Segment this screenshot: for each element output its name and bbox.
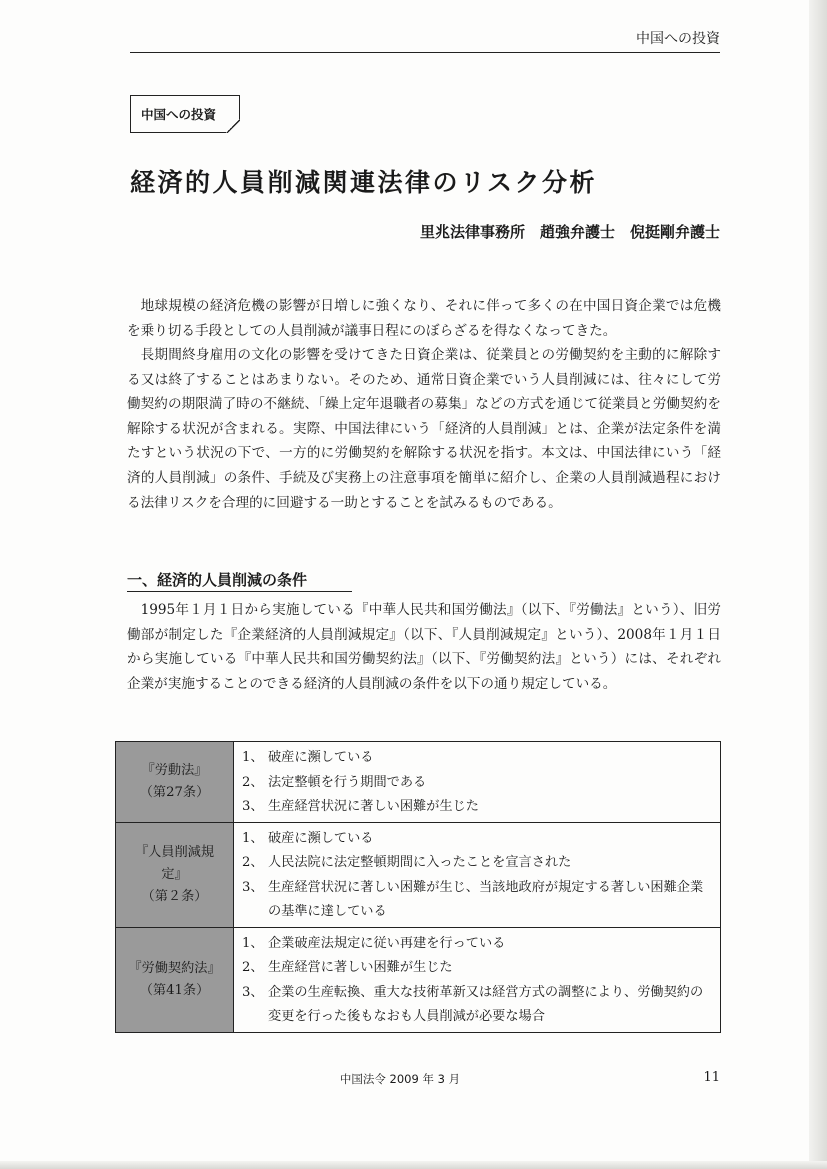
item-text: 生産経営に著しい困難が生じた xyxy=(268,960,453,975)
page-bottom-shadow xyxy=(0,1161,827,1169)
law-cell xyxy=(116,822,234,927)
conditions-cell xyxy=(234,927,721,1032)
page-number: 11 xyxy=(703,1070,720,1085)
condition-item xyxy=(242,981,720,1030)
table-row xyxy=(116,742,721,823)
conditions-cell xyxy=(234,822,721,927)
condition-item xyxy=(242,851,720,876)
condition-item xyxy=(242,795,720,820)
law-name: 『人員削減規 xyxy=(134,844,215,860)
condition-item xyxy=(242,956,720,981)
item-text: 破産に瀕している xyxy=(268,830,374,846)
category-tag xyxy=(130,95,240,133)
law-article: （第２条） xyxy=(141,888,208,904)
section-paragraph: 1995年１月１日から実施している『中華人民共和国労働法』（以下、『労働法』という）、旧労働部が制定した『企業経済的人員削減規定』（以下、『人員削減規定』という）、2008年１月１日から実施している『中華人民共和国労働契約法』（以下、『労働契約法』という）には、それぞれ企業が実施することのできる経済的人員削減の条件を以下の通り規定している。 xyxy=(127,602,721,692)
law-name: 『労動法』 xyxy=(141,762,208,778)
law-cell xyxy=(116,742,234,823)
condition-item xyxy=(242,876,720,925)
item-text: 人民法院に法定整頓期間に入ったことを宣言された xyxy=(268,855,572,870)
item-text: 企業の生産転換、重大な技術革新又は経営方式の調整により、労働契約の変更を行った後もなおも人員削減が必要な場合 xyxy=(268,984,704,1024)
item-number: 2、 xyxy=(242,855,264,870)
item-number: 2、 xyxy=(242,774,264,790)
table-row xyxy=(116,822,721,927)
condition-item xyxy=(242,771,720,796)
item-text: 生産経営状況に著しい困難が生じ、当該地政府が規定する著しい困難企業の基準に達している xyxy=(268,879,704,919)
item-number: 1、 xyxy=(242,750,264,765)
item-number: 3、 xyxy=(242,799,264,814)
conditions-cell xyxy=(234,742,721,823)
item-number: 1、 xyxy=(242,935,264,951)
table-row xyxy=(116,927,721,1032)
item-text: 企業破産法規定に従い再建を行っている xyxy=(268,935,506,951)
item-text: 生産経営状況に著しい困難が生じた xyxy=(268,799,479,814)
category-tag-label: 中国への投資 xyxy=(141,107,217,122)
footer-source: 中国法令 2009 年 3 月 xyxy=(339,1072,461,1086)
intro-paragraph-1: 地球規模の経済危機の影響が日増しに強くなり、それに伴って多くの在中国日資企業では危機を乗り切る手段としての人員削減が議事日程にのぼらざるを得なくなってきた。 xyxy=(127,298,721,339)
law-name: 『労働契約法』 xyxy=(128,960,221,976)
conditions-table xyxy=(115,741,721,1033)
item-text: 破産に瀕している xyxy=(268,750,374,765)
law-article: （第27条） xyxy=(139,784,210,800)
law-name-continued: 定』 xyxy=(161,866,188,882)
article-authors: 里兆法律事務所 趙強弁護士 倪挺剛弁護士 xyxy=(419,223,720,241)
intro-paragraph-2: 長期間終身雇用の文化の影響を受けてきた日資企業は、従業員との労働契約を主動的に解除する又は終了することはあまりない。そのため、通常日資企業でいう人員削減には、往々にして労働契約の期限満了時の不継続、「繰上定年退職者の募集」などの方式を通じて従業員と労働契約を解除する状況が含まれる。実際、中国法律にいう「経済的人員削減」とは、企業が法定条件を満たすという状況の下で、一方的に労働契約を解除する状況を指す。本文は、中国法律にいう「経済的人員削減」の条件、手続及び実務上の注意事項を簡単に紹介し、企業の人員削減過程における法律リスクを合理的に回避する一助とすることを試みるものである。 xyxy=(127,347,721,511)
article-title: 経済的人員削減関連法律のリスク分析 xyxy=(130,168,598,197)
item-number: 1、 xyxy=(242,830,264,846)
item-number: 3、 xyxy=(242,879,264,895)
condition-item xyxy=(242,932,720,957)
item-text: 法定整頓を行う期間である xyxy=(268,774,427,790)
page-edge-shadow xyxy=(809,0,827,1169)
item-number: 2、 xyxy=(242,960,264,975)
condition-item xyxy=(242,827,720,852)
condition-item xyxy=(242,746,720,771)
running-header: 中国への投資 xyxy=(130,28,720,53)
folded-corner-icon xyxy=(226,119,240,133)
section-heading: 一、経済的人員削減の条件 xyxy=(127,569,352,592)
law-article: （第41条） xyxy=(139,982,210,998)
item-number: 3、 xyxy=(242,984,264,1000)
law-cell xyxy=(116,927,234,1032)
